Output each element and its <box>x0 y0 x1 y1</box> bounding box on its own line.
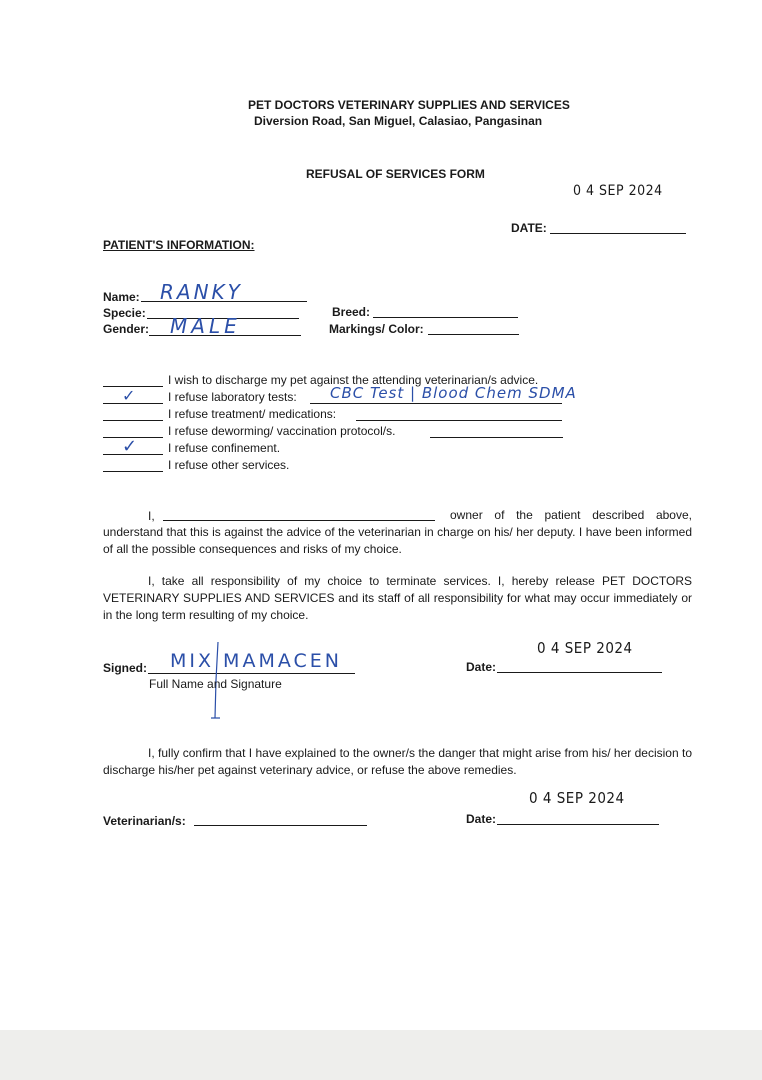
specie-label: Specie: <box>103 306 146 320</box>
breed-line <box>373 317 518 318</box>
signed-date-stamp: 0 4 SEP 2024 <box>537 639 633 657</box>
name-label: Name: <box>103 290 140 304</box>
clinic-address: Diversion Road, San Miguel, Calasiao, Pangasinan <box>254 114 543 128</box>
form-title: REFUSAL OF SERVICES FORM <box>306 167 485 181</box>
option-5-checkmark: ✓ <box>122 436 138 457</box>
scan-bottom-margin <box>0 1030 762 1080</box>
gender-label: Gender: <box>103 322 150 336</box>
date-label: DATE: <box>511 221 547 235</box>
vet-label: Veterinarian/s: <box>103 814 186 828</box>
option-6-line <box>103 471 163 472</box>
patient-section-title: PATIENT'S INFORMATION: <box>103 238 255 252</box>
breed-label: Breed: <box>332 305 371 319</box>
signed-line <box>148 673 355 674</box>
clinic-name: PET DOCTORS VETERINARY SUPPLIES AND SERVICES <box>248 98 570 112</box>
p1-body: owner of the patient described above, understand that this is against the advice of the veterinarian in charge on his/ her deputy. I have been informed of all the possible consequences and risks of my choice. <box>103 508 692 556</box>
option-4-text: I refuse deworming/ vaccination protocol/s. <box>168 424 396 438</box>
option-2-checkmark: ✓ <box>122 386 136 405</box>
gender-handwritten: MALE <box>170 314 241 338</box>
lab-tests-handwritten: CBC Test | Blood Chem SDMA <box>330 384 577 402</box>
owner-signature: MIX MAMACEN <box>170 650 342 672</box>
option-2-text: I refuse laboratory tests: <box>168 390 297 404</box>
p3-body: I, fully confirm that I have explained to the owner/s the danger that might arise from his/ her decision to discharge his/her pet against veterinary advice, or refuse the above remedies. <box>103 746 692 777</box>
option-3-fill-line <box>356 420 562 421</box>
vet-date-stamp: 0 4 SEP 2024 <box>529 789 625 807</box>
option-6-text: I refuse other services. <box>168 458 290 472</box>
option-5-text: I refuse confinement. <box>168 441 281 455</box>
signed-date-label: Date: <box>466 660 497 674</box>
vet-date-line <box>497 824 659 825</box>
markings-label: Markings/ Color: <box>329 322 424 336</box>
option-2-fill-line <box>310 403 562 404</box>
p2-body: I, take all responsibility of my choice to terminate services. I, hereby release PET DOCTORS VETERINARY SUPPLIES AND SERVICES and its staff of all responsibility for what may occur immediately or in the long term resulting of my choice. <box>103 574 692 622</box>
vet-date-label: Date: <box>466 812 497 826</box>
date-stamp-top: 0 4 SEP 2024 <box>573 183 663 199</box>
option-3-line <box>103 420 163 421</box>
date-line <box>550 233 686 234</box>
option-3-text: I refuse treatment/ medications: <box>168 407 337 421</box>
signed-date-line <box>497 672 662 673</box>
p1-start: I, <box>148 509 155 523</box>
option-4-fill-line <box>430 437 563 438</box>
option-1-text: I wish to discharge my pet against the attending veterinarian/s advice. <box>168 373 539 387</box>
signed-caption: Full Name and Signature <box>149 677 282 691</box>
name-handwritten: RANKY <box>160 280 243 304</box>
markings-line <box>428 334 519 335</box>
vet-line <box>194 825 367 826</box>
signed-label: Signed: <box>103 661 147 675</box>
